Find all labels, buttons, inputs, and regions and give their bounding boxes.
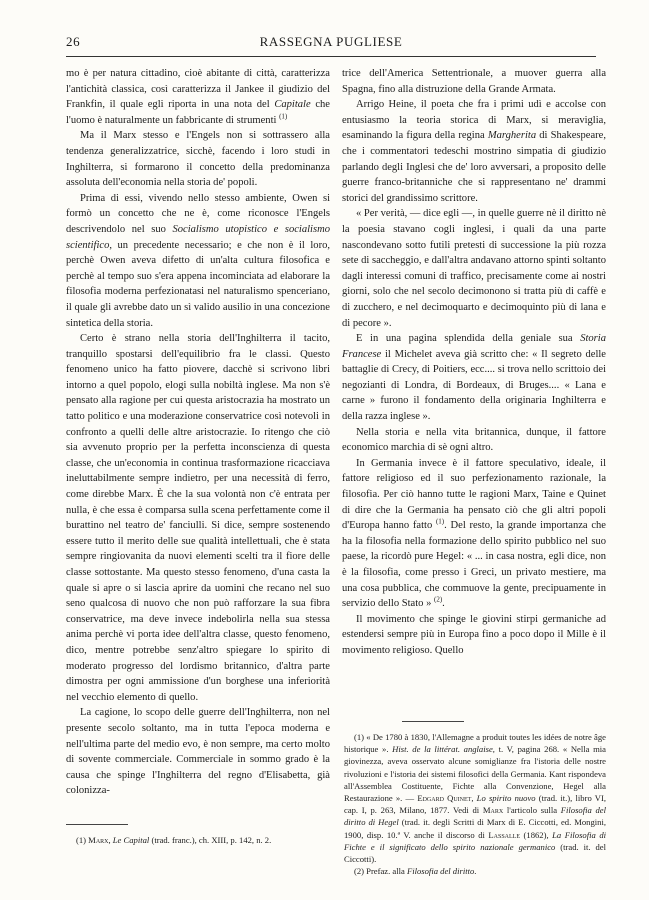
paragraph: Prima di essi, vivendo nello stesso ambiente, Owen si formò un concetto che ne è, come riconosce l'Engels descrivendolo nel suo Socialismo utopistico e socialismo scientifico, un precedente necessario; e che non è il loro, perchè Owen aveva difetto di un'alta cultura filosofica e perchè al tempo suo s'era appena incominciata ad elaborare la filosofia moderna perfezionatasi nel naturalismo spenceriano, il quale gli avrebbe dato un sì valido ausilio in una concezione sintetica della storia.	[66, 192, 330, 329]
footnote: (1) « De 1780 à 1830, l'Allemagne a produit toutes les idées de notre âge historique ». Hist. de la littérat. anglaise, t. V, pagina 268. « Nella mia giovinezza, aveva osservato alcune somiglianze fra l'istoria delle nostre rivoluzioni e l'istoria dei sistemi filosofici della Germania. Kant rispondeva all'Assemblea Costituente, Fichte alla Convenzione, Hegel alla Restaurazione ». — Edgard Quinet, Lo spirito nuovo (trad. it.), libro VI, cap. I, p. 263, Milano, 1877. Vedi di Marx l'articolo sulla Filosofia del diritto di Hegel (trad. it. degli Scritti di Marx di E. Ciccotti, ed. Mongini, 1900, disp. 10.ª V. anche il discorso di Lassalle (1862), La Filosofia di Fichte e il significato dello spirito nazionale germanico (trad. it. del Ciccotti).	[344, 732, 607, 865]
paragraph: Il movimento che spinge le giovini stirpi germaniche ad estendersi sempre più in Europa fino a poco dopo il Mille è il movimento religioso. Quello	[342, 613, 606, 656]
paragraph: Arrigo Heine, il poeta che fra i primi udì e accolse con entusiasmo la teoria storica di Marx, si meraviglia, esaminando la figura della regina Margherita di Shakespeare, che i commentatori tedeschi mostrino simpatia di giudizio parlando degli Inglesi che de' loro avversari, a proposito delle guerre franco-britanniche che si rappresentano ne' drammi storici del grandissimo scrittore.	[342, 99, 606, 204]
footnote: (1) Marx, Le Capital (trad. franc.), ch. XIII, p. 142, n. 2.	[76, 835, 272, 845]
right-column	[342, 66, 606, 659]
paragraph: Ma il Marx stesso e l'Engels non si sottrassero alla tendenza generalizzatrice, sicchè, facendo i loro studi in Inghilterra, si formarono il concetto della predominanza assoluta dell'economia nella storia de' popoli.	[66, 130, 330, 189]
page-header	[66, 34, 596, 50]
paragraph: La cagione, lo scopo delle guerre dell'Inghilterra, non nel presente secolo soltanto, ma in tutta l'epoca moderna e nell'ultima parte del medio evo, è non sempre, ma certo molto di sovente commerciale. Commerciale in sommo grado è la causa che spinge l'Inghilterra del regno d'Elisabetta, già colonizza-	[66, 707, 330, 797]
footnote-ref: (1)	[435, 517, 445, 526]
footnote-ref: (2)	[433, 595, 443, 604]
footnote-rule	[402, 721, 464, 722]
paragraph: Nella storia e nella vita britannica, dunque, il fattore economico marchia di sè ogni altro.	[342, 426, 606, 454]
paragraph: mo è per natura cittadino, cioè abitante di città, caratterizza l'antichità classica, così caratterizza il Jankee il giudizio del Frankfin, il quale egli riporta in una nota del Capitale che l'uomo è naturalmente un fabbricante di strumenti $^{(1)}$	[66, 68, 330, 126]
left-column	[66, 66, 330, 799]
footnotes-right	[344, 731, 606, 877]
footnote: (2) Prefaz. alla Filosofia del diritto.	[354, 866, 477, 877]
footnote-ref: (1)	[279, 112, 288, 121]
footnote-rule	[66, 824, 128, 825]
paragraph: trice dell'America Settentrionale, a muover guerra alla Spagna, fino alla distruzione della Grande Armata.	[342, 68, 606, 95]
paragraph: E in una pagina splendida della geniale sua Storia Francese il Michelet aveva già scritto che: « Il segreto delle battaglie di Crecy, di Poitiers, ecc.... si trova nello scrittoio dei negozianti di Londra, di Bordeaux, di Bruges.... « Lana e carne » furono il fondamento della originaria Inghilterra e della razza inglese ».	[342, 333, 606, 423]
footnotes-left	[66, 834, 328, 846]
page-number: 26	[66, 34, 81, 49]
paragraph: « Per verità, — dice egli —, in quelle guerre nè il diritto nè la poesia stavano cogli inglesi, i quali da una parte nascondevano sotto futili pretesti di successione la più rozza sete di saccheggio, e dall'altra andavano attorno spinti soltanto dagli interessi comuni di traffico, precisamente come ai nostri giorni, solo che nel secolo decimonono si tratta più di caffè e di zucchero, e nel decimoquarto e decimoquinto più di lana e di pecore ».	[342, 208, 606, 329]
paragraph: Certo è strano nella storia dell'Inghilterra il tacito, tranquillo spostarsi dell'equilibrio fra le classi. Questo fenomeno unico ha fatto piovere, dacchè si scrivono libri intorno a quel popolo, elogi sulla nobiltà inglese. Ma non s'è pensato alla ragione per cui questa aristocrazia ha mostrato un tatto politico e una moderazione conservatrice così notevoli in confronto a quelli delle altre aristocrazie. Io ritengo che ciò sia avvenuto proprio per la perfetta inconscienza di questa classe, che un'economia in continua trasformazione ricacciava ineluttabilmente sempre indietro, per una necessità di ferro, come direbbe Marx. È che la sua volontà non c'è entrata per nulla, è che essa è comparsa sulla scena perfettamente come il burattino nel teatro de' fanciulli. Si dice, sempre sostenendo essere tutto il merito delle sue qualità intellettuali, che è stata sempre ringiovanita da nuovi elementi scelti tra il fiore delle classe sottostante. Ma questo stesso fenomeno, d'una casta la quale si apre o si lascia aprire da uomini che recano nel suo seno qualcosa di nuovo che non può rafforzare la sua fibra conservatrice, ma deve invece indebolirla nella sua stessa anima perchè vi porta idee dell'altra classe, questo fenomeno, dico, mentre potrebbe senz'altro spiegare lo spirito di moderato progresso del lordismo britannico, d'altra parte dimostra per ogni ammissione d'un borghese una inferiorità nel vecchio elemento di quello.	[66, 333, 330, 703]
paragraph: In Germania invece è il fattore speculativo, ideale, il fattore religioso ed il suo perfezionamento razionale, la filosofia. Per ciò hanno tutte le ragioni Marx, Taine e Quinet di dire che la Germania ha pensato ciò che gli altri popoli d'Europa hanno fatto $^{(1)}$. Del resto, la grande importanza che ha la filosofia nella formazione dello spirito pubblico nel suo paese, la ricordò pure Hegel: « ... in casa nostra, egli dice, non è la filosofia, come presso i Greci, un privato mestiere, ma una cosa pubblica, che commuove la gente, precipuamente in servizio dello Stato » $^{(2)}$.	[342, 457, 606, 610]
header-rule	[66, 56, 596, 57]
running-title: RASSEGNA PUGLIESE	[259, 34, 403, 49]
